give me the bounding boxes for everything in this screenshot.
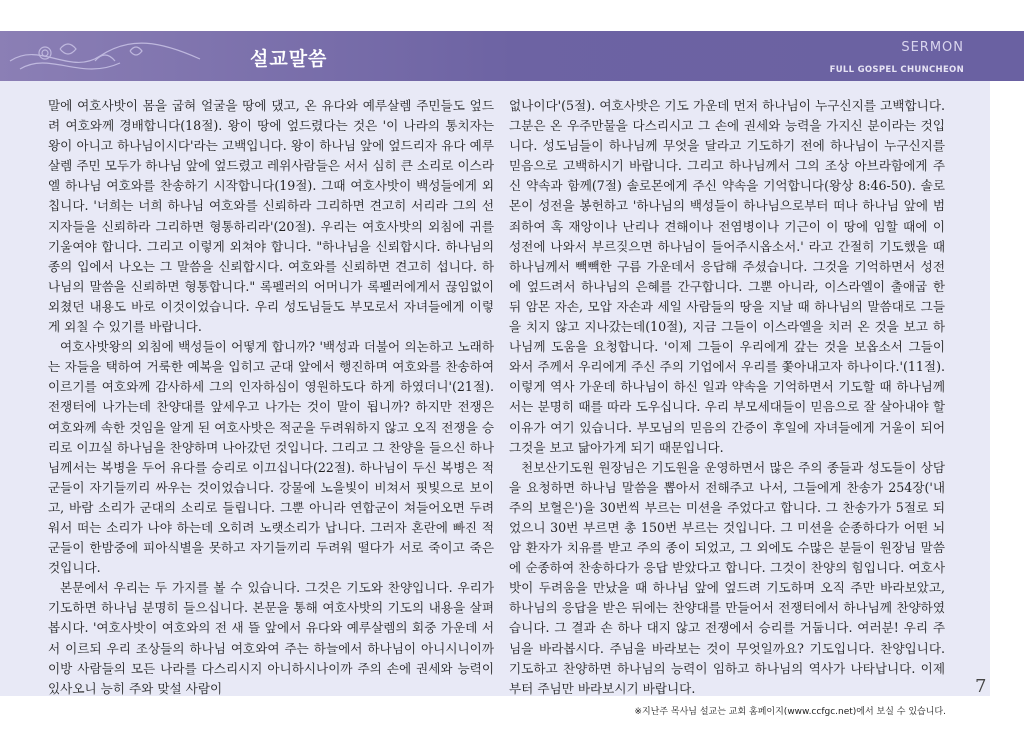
paragraph: 말에 여호사밧이 몸을 굽혀 얼굴을 땅에 댔고, 온 유다와 예루살렘 주민들도 엎드려 여호와께 경배합니다(18절). 왕이 땅에 엎드렸다는 것은 '이 나라의 통치자는 왕이 아니고 하나님이시다'라는 고백입니다. 왕이 하나님 앞에 엎드리자 유다 예루살렘 주민 모두가 하나님 앞에 엎드렸고 레위사람들은 서서 심히 큰 소리로 이스라엘 하나님 여호와를 찬송하기 시작합니다(19절). 그때 여호사밧이 백성들에게 외칩니다. '너희는 너희 하나님 여호와를 신뢰하라 그리하면 견고히 서리라 그의 선지자들을 신뢰하라 그리하면 형통하리라'(20절). 우리는 여호사밧의 외침에 귀를 기울여야 합니다. 그리고 이렇게 외쳐야 합니다. "하나님을 신뢰합시다. 하나님의 종의 입에서 나오는 그 말씀을 신뢰합시다. 여호와를 신뢰하면 견고히 섭니다. 하나님의 말씀을 신뢰하면 형통합니다." 록펠러의 어머니가 록펠러에게서 끊임없이 외쳤던 내용도 바로 이것이었습니다. 우리 성도님들도 부모로서 자녀들에게 이렇게 외칠 수 있기를 바랍니다.	[48, 98, 494, 335]
footnote: ※지난주 목사님 설교는 교회 홈페이지(www.ccfgc.net)에서 보실 수 있습니다.	[634, 707, 946, 717]
paragraph: 없나이다'(5절). 여호사밧은 기도 가운데 먼저 하나님이 누구신지를 고백합니다. 그분은 온 우주만물을 다스리시고 그 손에 권세와 능력을 가지신 분이라는 것입니다. 성도님들이 하나님께 무엇을 달라고 기도하기 전에 하나님이 누구신지를 믿음으로 고백하시기 바랍니다. 그리고 하나님께서 그의 조상 아브라함에게 주신 약속과 함께(7절) 솔로몬에게 주신 약속을 기억합니다(왕상 8:46-50). 솔로몬이 성전을 봉헌하고 '하나님의 백성들이 하나님으로부터 떠나 하나님 앞에 범죄하여 혹 재앙이나 난리나 견해이나 전염병이나 기근이 이 땅에 임할 때에 이 성전에 나와서 부르짖으면 하나님이 들어주시옵소서.' 라고 간절히 기도했을 때 하나님께서 빽빽한 구름 가운데서 응답해 주셨습니다. 그것을 기억하면서 성전에 엎드려서 하나님의 은혜를 간구합니다. 그뿐 아니라, 이스라엘이 출애굽 한 뒤 암몬 자손, 모압 자손과 세일 사람들의 땅을 지날 때 하나님의 말씀대로 그들을 치지 않고 지나갔는데(10절), 지금 그들이 이스라엘을 치러 온 것을 보고 하나님께 도움을 요청합니다. '이제 그들이 우리에게 갚는 것을 보옵소서 그들이 와서 주께서 우리에게 주신 주의 기업에서 우리를 쫓아내고자 하나이다.'(11절). 이렇게 역사 가운데 하나님이 하신 일과 약속을 기억하면서 기도할 때 하나님께서는 분명히 때를 따라 도우십니다. 우리 부모세대들이 믿음으로 잘 살아내야 할 이유가 여기 있습니다. 부모님의 믿음의 간증이 후일에 자녀들에게 거울이 되어 그것을 보고 닮아가게 되기 때문입니다.	[509, 98, 945, 455]
floral-ornament-icon	[0, 31, 220, 81]
right-column	[509, 96, 945, 696]
section-title: 설교말씀	[250, 48, 328, 70]
left-column	[48, 96, 494, 696]
church-name: FULL GOSPEL CHUNCHEON	[829, 65, 964, 75]
paragraph: 여호사밧왕의 외침에 백성들이 어떻게 합니까? '백성과 더불어 의논하고 노래하는 자들을 택하여 거룩한 예복을 입히고 군대 앞에서 행진하며 여호와를 찬송하여 이르기를 여호와께 감사하세 그의 인자하심이 영원하도다 하게 하였더니'(21절). 전쟁터에 나가는데 찬양대를 앞세우고 나가는 것이 말이 됩니까? 하지만 전쟁은 여호와께 속한 것임을 알게 된 여호사밧은 적군을 두려워하지 않고 오직 전쟁을 승리로 이끄실 하나님을 찬양하며 나아갔던 것입니다. 그리고 그 찬양을 들으신 하나님께서는 복병을 두어 유다를 승리로 이끄십니다(22절). 하나님이 두신 복병은 적군들이 자기들끼리 싸우는 것이었습니다. 강물에 노을빛이 비쳐서 핏빛으로 보이고, 바람 소리가 군대의 소리로 들립니다. 그뿐 아니라 연합군이 쳐들어오면 두려워서 떠는 소리가 나야 하는데 오히려 노랫소리가 납니다. 그러자 혼란에 빠진 적군들이 한밤중에 피아식별을 못하고 자기들끼리 두려워 떨다가 서로 죽이고 죽은 것입니다.	[48, 339, 494, 576]
page-number: 7	[975, 676, 987, 697]
sermon-label: SERMON	[901, 40, 964, 55]
paragraph: 천보산기도원 원장님은 기도원을 운영하면서 많은 주의 종들과 성도들이 상담을 요청하면 하나님 말씀을 뽑아서 전해주고 나서, 그들에게 찬송가 254장('내 주의 보혈은')을 30번씩 부르는 미션을 주었다고 합니다. 그 찬송가가 5절로 되었으니 30번 부르면 총 150번 부르는 것입니다. 그 미션을 순종하다가 어떤 뇌암 환자가 치유를 받고 주의 종이 되었고, 그 외에도 수많은 분들이 원장님 말씀에 순종하여 찬송하다가 응답 받았다고 합니다. 그것이 찬양의 힘입니다. 여호사밧이 두려움을 만났을 때 하나님 앞에 엎드려 기도하며 오직 주만 바라보았고, 하나님의 응답을 받은 뒤에는 찬양대를 만들어서 전쟁터에서 하나님께 찬양하였습니다. 그 결과 손 하나 대지 않고 전쟁에서 승리를 거둡니다. 여러분! 우리 주님을 바라봅시다. 주님을 바라보는 것이 무엇일까요? 기도입니다. 찬양입니다. 기도하고 찬양하면 하나님의 능력이 임하고 하나님의 역사가 나타납니다. 이제부터 주님만 바라보시기 바랍니다.	[509, 459, 945, 696]
paragraph: 본문에서 우리는 두 가지를 볼 수 있습니다. 그것은 기도와 찬양입니다. 우리가 기도하면 하나님 분명히 들으십니다. 본문을 통해 여호사밧의 기도의 내용을 살펴봅시다. '여호사밧이 여호와의 전 새 뜰 앞에서 유다와 예루살렘의 회중 가운데 서서 이르되 우리 조상들의 하나님 여호와여 주는 하늘에서 하나님이 아니시니이까 이방 사람들의 모든 나라를 다스리시지 아니하시나이까 주의 손에 권세와 능력이 있사오니 능히 주와 맞설 사람이	[48, 580, 494, 696]
